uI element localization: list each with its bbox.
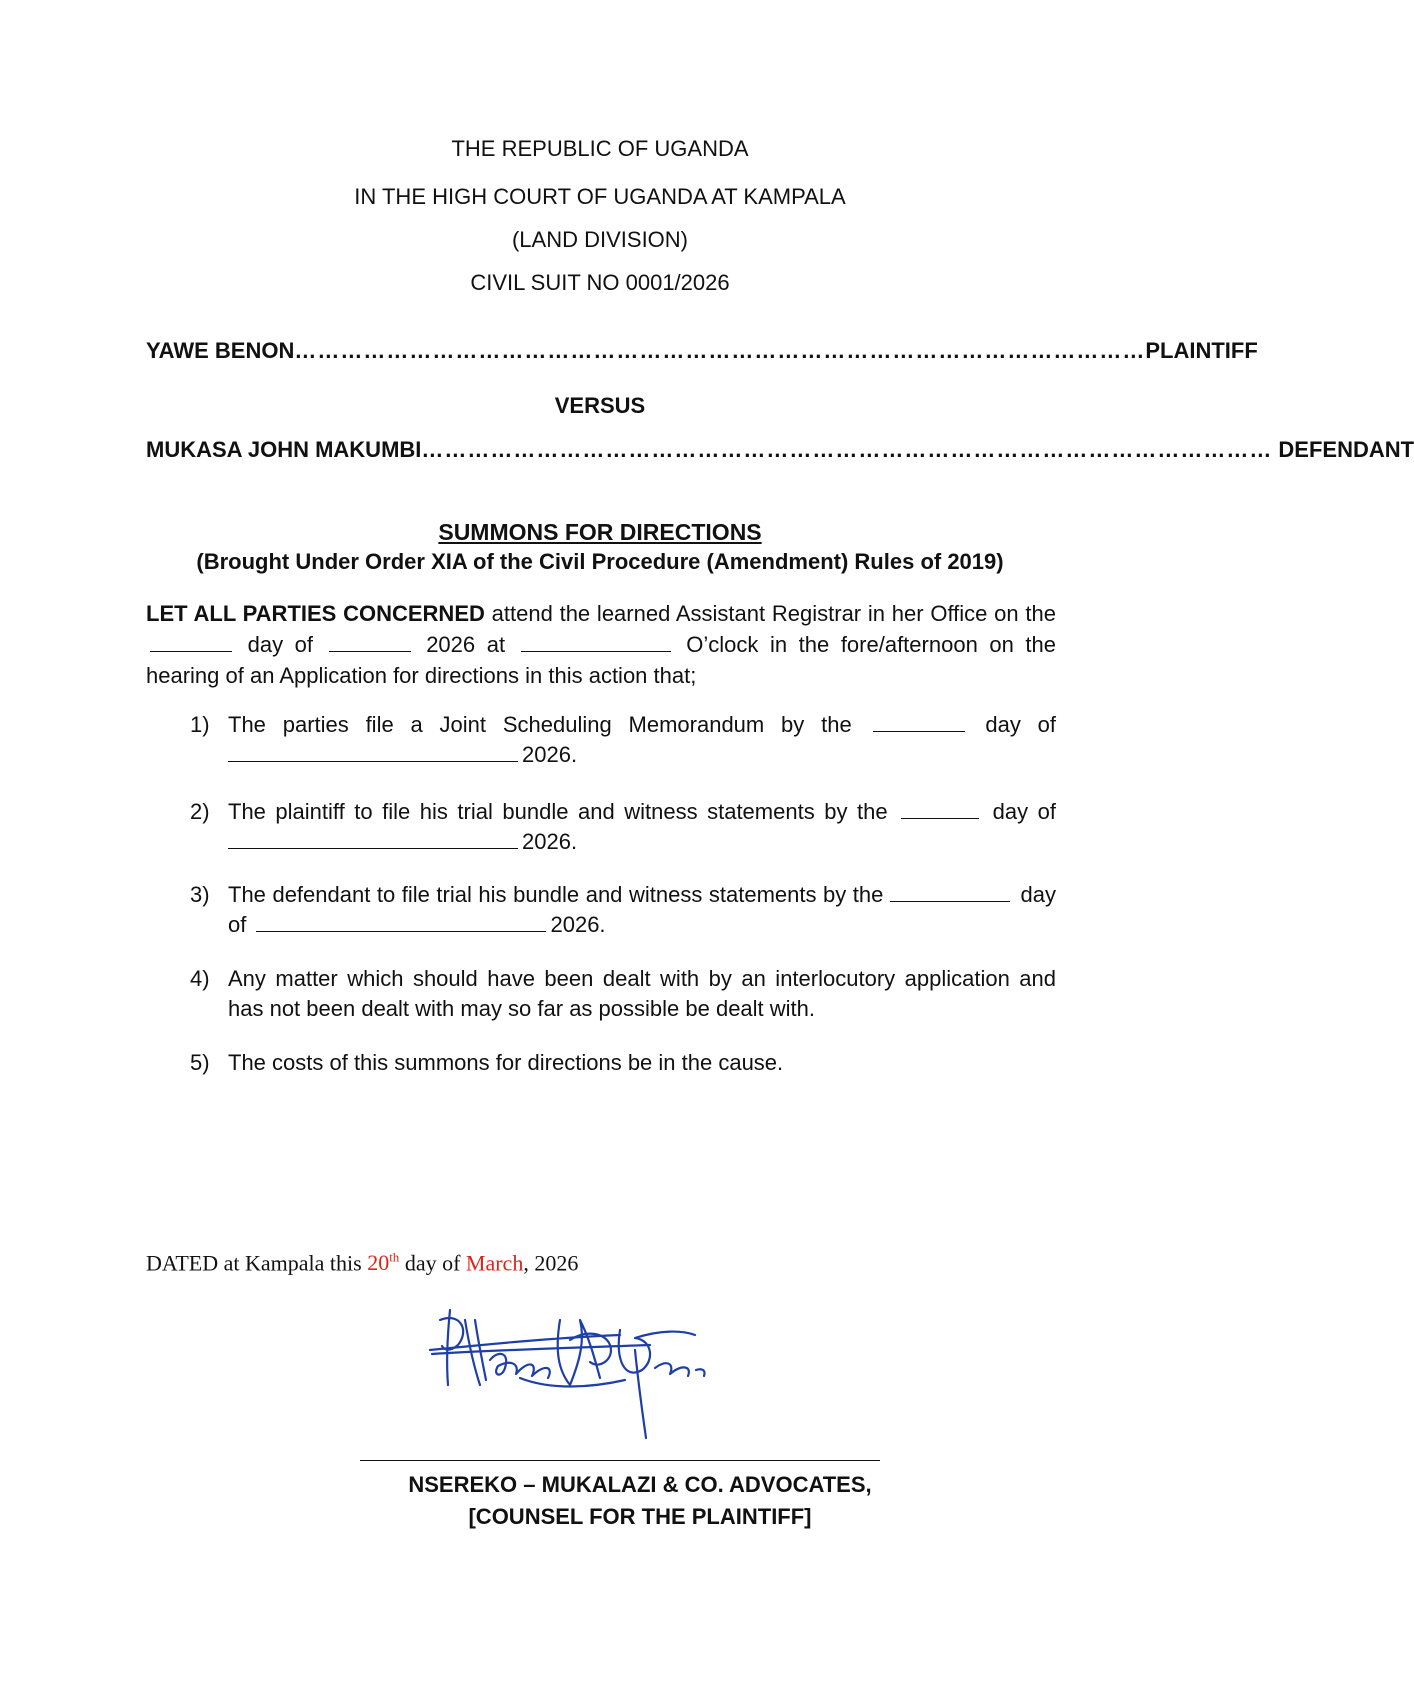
- header-country: THE REPUBLIC OF UGANDA: [451, 136, 749, 161]
- plaintiff-name: YAWE BENON: [146, 338, 295, 363]
- dated-day-suffix: th: [389, 1250, 400, 1265]
- summons-subtitle: (Brought Under Order XIA of the Civil Procedure (Amendment) Rules of 2019): [196, 549, 1004, 574]
- list-item: [190, 964, 1056, 1024]
- firm-name: NSEREKO – MUKALAZI & CO. ADVOCATES,: [408, 1472, 872, 1497]
- list-item: [190, 797, 1056, 857]
- item-text-a: The defendant to file trial his bundle and witness statements by the: [228, 882, 884, 907]
- dated-year: , 2026: [523, 1250, 579, 1276]
- item-text-b: day of: [228, 882, 1056, 937]
- dated-day: [367, 1250, 399, 1275]
- dated-at: at Kampala this: [223, 1250, 362, 1276]
- item-text: [228, 710, 1056, 770]
- intro-end: O’clock in the fore/afternoon on the hearing of an Application for directions in this action that;: [146, 632, 1057, 688]
- item-text: [228, 797, 1056, 857]
- item-text-c: 2026.: [550, 912, 606, 937]
- item-number: 3): [190, 882, 210, 907]
- item-text-c: 2026.: [522, 829, 578, 854]
- intro-year-at: 2026 at: [426, 632, 506, 657]
- blank-time: [521, 633, 671, 652]
- blank-month: [256, 913, 546, 932]
- item-text-b: day of: [992, 799, 1056, 824]
- counsel-role: [COUNSEL FOR THE PLAINTIFF]: [468, 1504, 812, 1529]
- handwritten-signature: [420, 1290, 730, 1440]
- item-text-b: day of: [985, 712, 1056, 737]
- blank-day: [150, 633, 232, 652]
- item-text-c: 2026.: [522, 742, 578, 767]
- intro-text: attend the learned Assistant Registrar in her Office on the: [491, 601, 1056, 626]
- list-item: [190, 880, 1056, 940]
- blank-day: [873, 713, 965, 732]
- dated-label: DATED: [146, 1250, 219, 1276]
- dated-day-number: 20: [367, 1250, 390, 1276]
- defendant-line: [146, 437, 1414, 463]
- blank-day: [890, 883, 1010, 902]
- intro-bold: LET ALL PARTIES CONCERNED: [146, 601, 485, 626]
- dated-month: March: [465, 1250, 524, 1276]
- blank-month: [228, 743, 518, 762]
- plaintiff-dots: …………………………………………………………………………………………………: [294, 338, 1146, 363]
- plaintiff-role: PLAINTIFF: [1145, 338, 1258, 363]
- item-text-a: The parties file a Joint Scheduling Memorandum by the: [228, 712, 852, 737]
- item-number: 1): [190, 712, 210, 737]
- header-court: IN THE HIGH COURT OF UGANDA AT KAMPALA: [354, 184, 846, 209]
- signature-line: [360, 1460, 880, 1461]
- intro-day-of: day of: [247, 632, 313, 657]
- defendant-role: DEFENDANT: [1278, 437, 1414, 462]
- blank-day: [901, 800, 979, 819]
- dated-line: [146, 1250, 578, 1276]
- plaintiff-line: [146, 338, 1258, 364]
- item-text: Any matter which should have been dealt with by an interlocutory application and has not been dealt with may so far as possible be dealt with.: [228, 966, 1056, 1021]
- item-number: 4): [190, 966, 210, 991]
- header-suit-number: CIVIL SUIT NO 0001/2026: [470, 270, 730, 295]
- header-division: (LAND DIVISION): [511, 227, 689, 252]
- dated-day-of: day of: [404, 1250, 461, 1276]
- defendant-name: MUKASA JOHN MAKUMBI: [146, 437, 422, 462]
- item-number: 5): [190, 1050, 210, 1075]
- list-item: [190, 1048, 1056, 1078]
- defendant-dots: …………………………………………………………………………………………………: [421, 437, 1273, 462]
- list-item: [190, 710, 1056, 770]
- item-text-a: The plaintiff to file his trial bundle and witness statements by the: [228, 799, 888, 824]
- intro-paragraph: [146, 598, 1056, 691]
- item-number: 2): [190, 799, 210, 824]
- versus-label: VERSUS: [554, 393, 646, 418]
- blank-month: [228, 830, 518, 849]
- summons-title: SUMMONS FOR DIRECTIONS: [438, 519, 762, 545]
- item-text: [228, 880, 1056, 940]
- item-text: The costs of this summons for directions be in the cause.: [228, 1050, 784, 1075]
- blank-month: [329, 633, 411, 652]
